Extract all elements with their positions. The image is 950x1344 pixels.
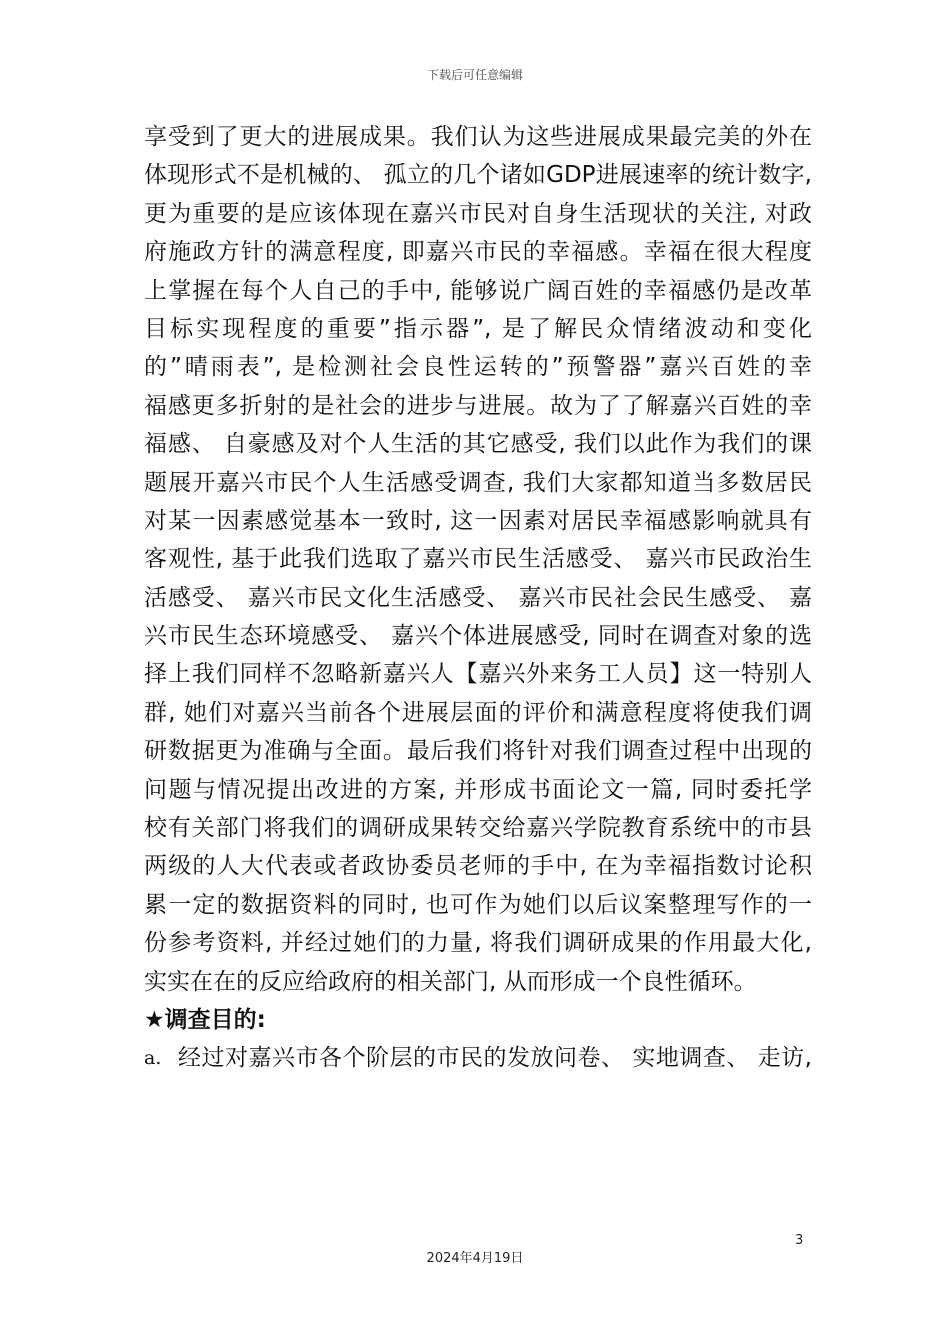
paragraph-line: 兴市民生态环境感受、 嘉兴个体进展感受, 同时在调查对象的选 bbox=[144, 623, 812, 650]
paragraph-line: 两级的人大代表或者政协委员老师的手中, 在为幸福指数讨论积 bbox=[144, 853, 812, 880]
paragraph-line: 上掌握在每个人自己的手中, 能够说广阔百姓的幸福感仍是改革 bbox=[144, 277, 812, 304]
paragraph-line: 累一定的数据资料的同时, 也可作为她们以后议案整理写作的一 bbox=[144, 891, 812, 918]
paragraph-line: 享受到了更大的进展成果。我们认为这些进展成果最完美的外在 bbox=[144, 124, 812, 150]
paragraph-line: 实实在在的反应给政府的相关部门, 从而形成一个良性循环。 bbox=[144, 968, 757, 995]
paragraph-line: 对某一因素感觉基本一致时, 这一因素对居民幸福感影响就具有 bbox=[144, 507, 812, 534]
paragraph-line: 份参考资料, 并经过她们的力量, 将我们调研成果的作用最大化, bbox=[144, 930, 812, 957]
paragraph-line: 择上我们同样不忽略新嘉兴人【嘉兴外来务工人员】这一特别人 bbox=[144, 661, 812, 688]
footer-date: 2024年4月19日 bbox=[426, 1251, 524, 1266]
paragraph-line: 更为重要的是应该体现在嘉兴市民对自身生活现状的关注, 对政 bbox=[144, 200, 812, 227]
paragraph-line: 目标实现程度的重要”指示器”, 是了解民众情绪波动和变化 bbox=[144, 315, 812, 342]
paragraph-line: 福感、 自豪感及对个人生活的其它感受, 我们以此作为我们的课 bbox=[144, 431, 812, 458]
paragraph-line: 府施政方针的满意程度, 即嘉兴市民的幸福感。幸福在很大程度 bbox=[144, 239, 812, 266]
paragraph-line: 的”晴雨表”, 是检测社会良性运转的”预警器”嘉兴百姓的幸 bbox=[144, 354, 812, 381]
paragraph-line: 福感更多折射的是社会的进步与进展。故为了了解嘉兴百姓的幸 bbox=[144, 392, 812, 419]
list-marker: a. bbox=[144, 1047, 162, 1070]
paragraph-line: 校有关部门将我们的调研成果转交给嘉兴学院教育系统中的市县 bbox=[144, 815, 812, 842]
paragraph-line: 客观性, 基于此我们选取了嘉兴市民生活感受、 嘉兴市民政治生 bbox=[144, 546, 812, 573]
paragraph-line: 群, 她们对嘉兴当前各个进展层面的评价和满意程度将使我们调 bbox=[144, 699, 812, 726]
paragraph-line: 体现形式不是机械的、 孤立的几个诸如GDP进展速率的统计数字, bbox=[144, 162, 812, 189]
section-heading: ★调查目的: bbox=[144, 1006, 266, 1033]
page-number: 3 bbox=[795, 1233, 804, 1248]
list-item-text: 经过对嘉兴市各个阶层的市民的发放问卷、 实地调查、 走访, bbox=[178, 1045, 812, 1072]
list-item bbox=[144, 1039, 812, 1077]
paragraph-line: 研数据更为准确与全面。最后我们将针对我们调查过程中出现的 bbox=[144, 738, 812, 765]
body-text bbox=[144, 118, 812, 1078]
page-header: 下载后可任意编辑 bbox=[426, 68, 523, 82]
paragraph-line: 活感受、 嘉兴市民文化生活感受、 嘉兴市民社会民生感受、 嘉 bbox=[144, 584, 812, 611]
paragraph-line: 题展开嘉兴市民个人生活感受调查, 我们大家都知道当多数居民 bbox=[144, 469, 812, 496]
paragraph-line: 问题与情况提出改进的方案, 并形成书面论文一篇, 同时委托学 bbox=[144, 776, 812, 803]
